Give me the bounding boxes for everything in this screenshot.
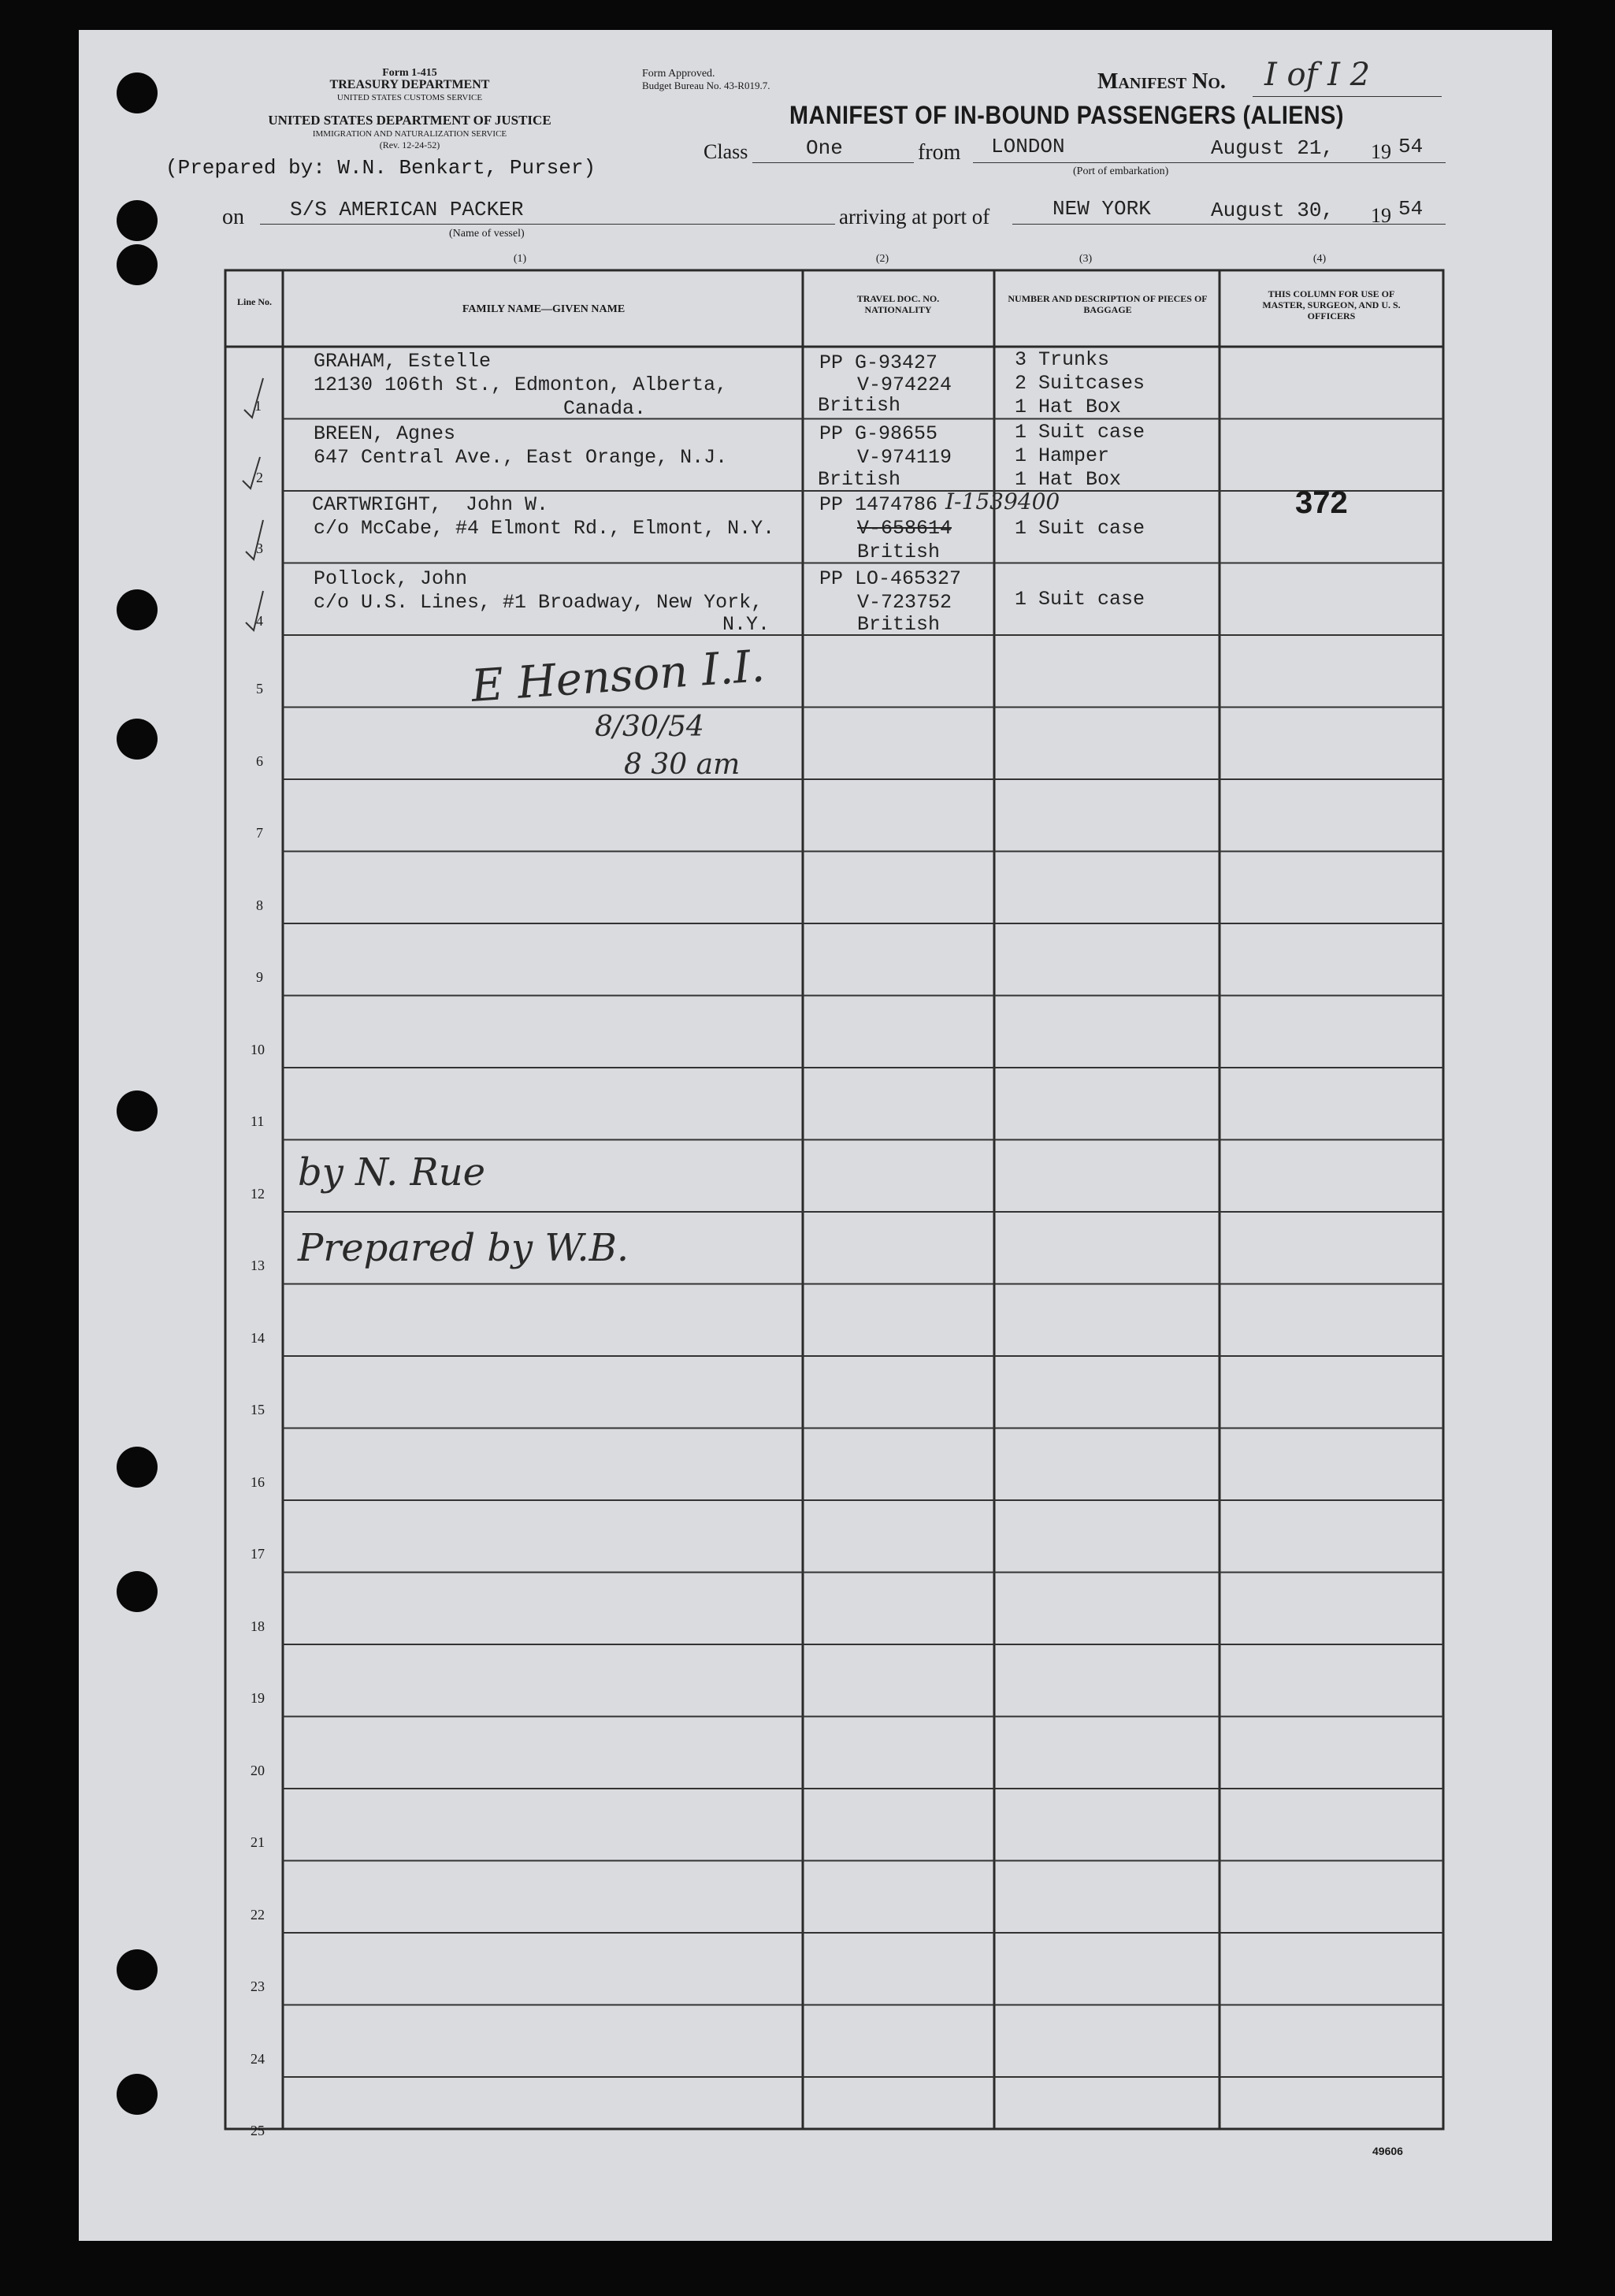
class-label: Class bbox=[704, 140, 748, 163]
line-number: 18 bbox=[251, 1618, 265, 1634]
header-baggage: NUMBER AND DESCRIPTION OF PIECES OF BAGGAGE bbox=[1008, 293, 1208, 315]
line-number: 16 bbox=[251, 1473, 265, 1490]
line-number: 22 bbox=[251, 1906, 265, 1923]
immigration-service: IMMIGRATION AND NATURALIZATION SERVICE bbox=[312, 129, 507, 139]
baggage-item: 2 Suitcases bbox=[1015, 372, 1145, 395]
line-number: 19 bbox=[251, 1690, 265, 1706]
embarkation-caption: (Port of embarkation) bbox=[1073, 165, 1169, 177]
baggage-item: 1 Suit case bbox=[1015, 517, 1145, 540]
form-revision: (Rev. 12-24-52) bbox=[379, 139, 440, 150]
manifest-title: MANIFEST OF IN-BOUND PASSENGERS (ALIENS) bbox=[789, 101, 1344, 129]
on-label: on bbox=[222, 205, 244, 229]
nationality: British bbox=[857, 613, 941, 636]
vessel-caption: (Name of vessel) bbox=[449, 228, 525, 240]
line-number: 1 bbox=[254, 398, 262, 414]
col-number-4: (4) bbox=[1312, 253, 1327, 265]
nationality: British bbox=[857, 541, 941, 563]
check-marks bbox=[236, 362, 284, 646]
embark-year: 54 bbox=[1398, 135, 1424, 158]
arrival-year: 54 bbox=[1398, 197, 1424, 221]
travel-doc: PP LO-465327 bbox=[819, 567, 962, 590]
line-number: 10 bbox=[251, 1041, 265, 1057]
line-number: 23 bbox=[251, 1978, 265, 1994]
inspector-signature: E Henson I.I. bbox=[470, 641, 767, 712]
col-number-3: (3) bbox=[1079, 253, 1093, 265]
line-number: 14 bbox=[251, 1329, 265, 1346]
line-number: 11 bbox=[251, 1113, 265, 1129]
handwritten-note: Prepared by W.B. bbox=[298, 1226, 629, 1270]
from-value: LONDON bbox=[991, 135, 1065, 158]
passenger-address: c/o U.S. Lines, #1 Broadway, New York, bbox=[314, 591, 763, 614]
manifest-number: I of I 2 bbox=[1264, 57, 1371, 93]
budget-bureau: Budget Bureau No. 43-R019.7. bbox=[642, 80, 770, 91]
passenger-address: 647 Central Ave., East Orange, N.J. bbox=[314, 446, 728, 469]
col-number-1: (1) bbox=[513, 253, 527, 265]
handwritten-doc-note: I-1539400 bbox=[945, 489, 1060, 515]
col-number-2: (2) bbox=[875, 253, 889, 265]
header-line-no: Line No. bbox=[236, 296, 272, 307]
form-number: Form 1-415 bbox=[382, 67, 437, 79]
line-number: 4 bbox=[256, 613, 263, 629]
travel-doc: PP G-98655 bbox=[819, 422, 938, 445]
arrival-year-prefix: 19 bbox=[1371, 204, 1391, 227]
line-number: 21 bbox=[251, 1834, 265, 1850]
travel-doc: PP G-93427 bbox=[819, 351, 938, 374]
handwritten-note: by N. Rue bbox=[298, 1150, 486, 1194]
line-number: 12 bbox=[251, 1185, 265, 1202]
line-number: 2 bbox=[256, 470, 263, 485]
arrival-port: NEW YORK bbox=[1053, 197, 1151, 221]
passenger-name: BREEN, Agnes bbox=[314, 422, 456, 445]
prepared-by: (Prepared by: W.N. Benkart, Purser) bbox=[165, 156, 596, 180]
nationality: British bbox=[818, 468, 901, 491]
baggage-item: 1 Hamper bbox=[1015, 444, 1110, 467]
line-number: 5 bbox=[256, 681, 263, 697]
inspection-time: 8 30 am bbox=[624, 749, 741, 781]
manifest-label: Manifest No. bbox=[1097, 69, 1226, 94]
class-value: One bbox=[806, 136, 843, 160]
treasury-department: TREASURY DEPARTMENT bbox=[329, 78, 490, 91]
passenger-address-cont: Canada. bbox=[563, 397, 647, 420]
inspection-date: 8/30/54 bbox=[595, 711, 704, 743]
header-travel-doc: TRAVEL DOC. NO. NATIONALITY bbox=[856, 293, 940, 315]
vessel-name: S/S AMERICAN PACKER bbox=[290, 198, 524, 221]
travel-doc: PP 1474786 bbox=[819, 493, 938, 516]
visa-number: V-658614 bbox=[857, 517, 952, 540]
visa-number: V-974119 bbox=[857, 446, 952, 469]
passenger-address-cont: N.Y. bbox=[722, 613, 770, 636]
arriving-label: arriving at port of bbox=[839, 205, 990, 228]
header-name: FAMILY NAME—GIVEN NAME bbox=[462, 303, 626, 315]
passenger-name: CARTWRIGHT, John W. bbox=[312, 493, 549, 516]
line-number: 9 bbox=[256, 969, 263, 985]
passenger-address: 12130 106th St., Edmonton, Alberta, bbox=[314, 373, 728, 396]
passenger-name: Pollock, John bbox=[314, 567, 468, 590]
line-number: 15 bbox=[251, 1402, 265, 1417]
line-number: 3 bbox=[256, 541, 263, 556]
visa-number: V-723752 bbox=[857, 591, 952, 614]
visa-number: V-974224 bbox=[857, 373, 952, 396]
department-of-justice: UNITED STATES DEPARTMENT OF JUSTICE bbox=[268, 113, 551, 128]
form-approved: Form Approved. bbox=[642, 68, 715, 80]
line-number: 8 bbox=[256, 897, 263, 913]
customs-service: UNITED STATES CUSTOMS SERVICE bbox=[336, 93, 483, 102]
baggage-item: 3 Trunks bbox=[1015, 348, 1110, 371]
baggage-item: 1 Suit case bbox=[1015, 588, 1145, 611]
line-number: 17 bbox=[251, 1546, 265, 1562]
line-number: 13 bbox=[251, 1258, 265, 1273]
passenger-address: c/o McCabe, #4 Elmont Rd., Elmont, N.Y. bbox=[314, 517, 775, 540]
baggage-item: 1 Hat Box bbox=[1015, 468, 1122, 491]
passenger-name: GRAHAM, Estelle bbox=[314, 350, 492, 373]
line-number: 25 bbox=[251, 2123, 265, 2138]
line-number: 20 bbox=[251, 1762, 265, 1778]
line-number: 24 bbox=[251, 2050, 265, 2067]
nationality: British bbox=[818, 394, 901, 417]
embark-date: August 21, bbox=[1211, 136, 1335, 160]
embark-year-prefix: 19 bbox=[1371, 140, 1391, 163]
form-code: 49606 bbox=[1372, 2145, 1403, 2157]
arrival-date: August 30, bbox=[1211, 199, 1335, 222]
header-officers: THIS COLUMN FOR USE OF MASTER, SURGEON, AND U. S. OFFICERS bbox=[1262, 288, 1401, 321]
officer-note: 372 bbox=[1295, 485, 1348, 520]
line-number: 7 bbox=[256, 825, 263, 841]
baggage-item: 1 Suit case bbox=[1015, 421, 1145, 444]
from-label: from bbox=[918, 140, 961, 165]
baggage-item: 1 Hat Box bbox=[1015, 396, 1122, 418]
line-number: 6 bbox=[256, 752, 263, 769]
